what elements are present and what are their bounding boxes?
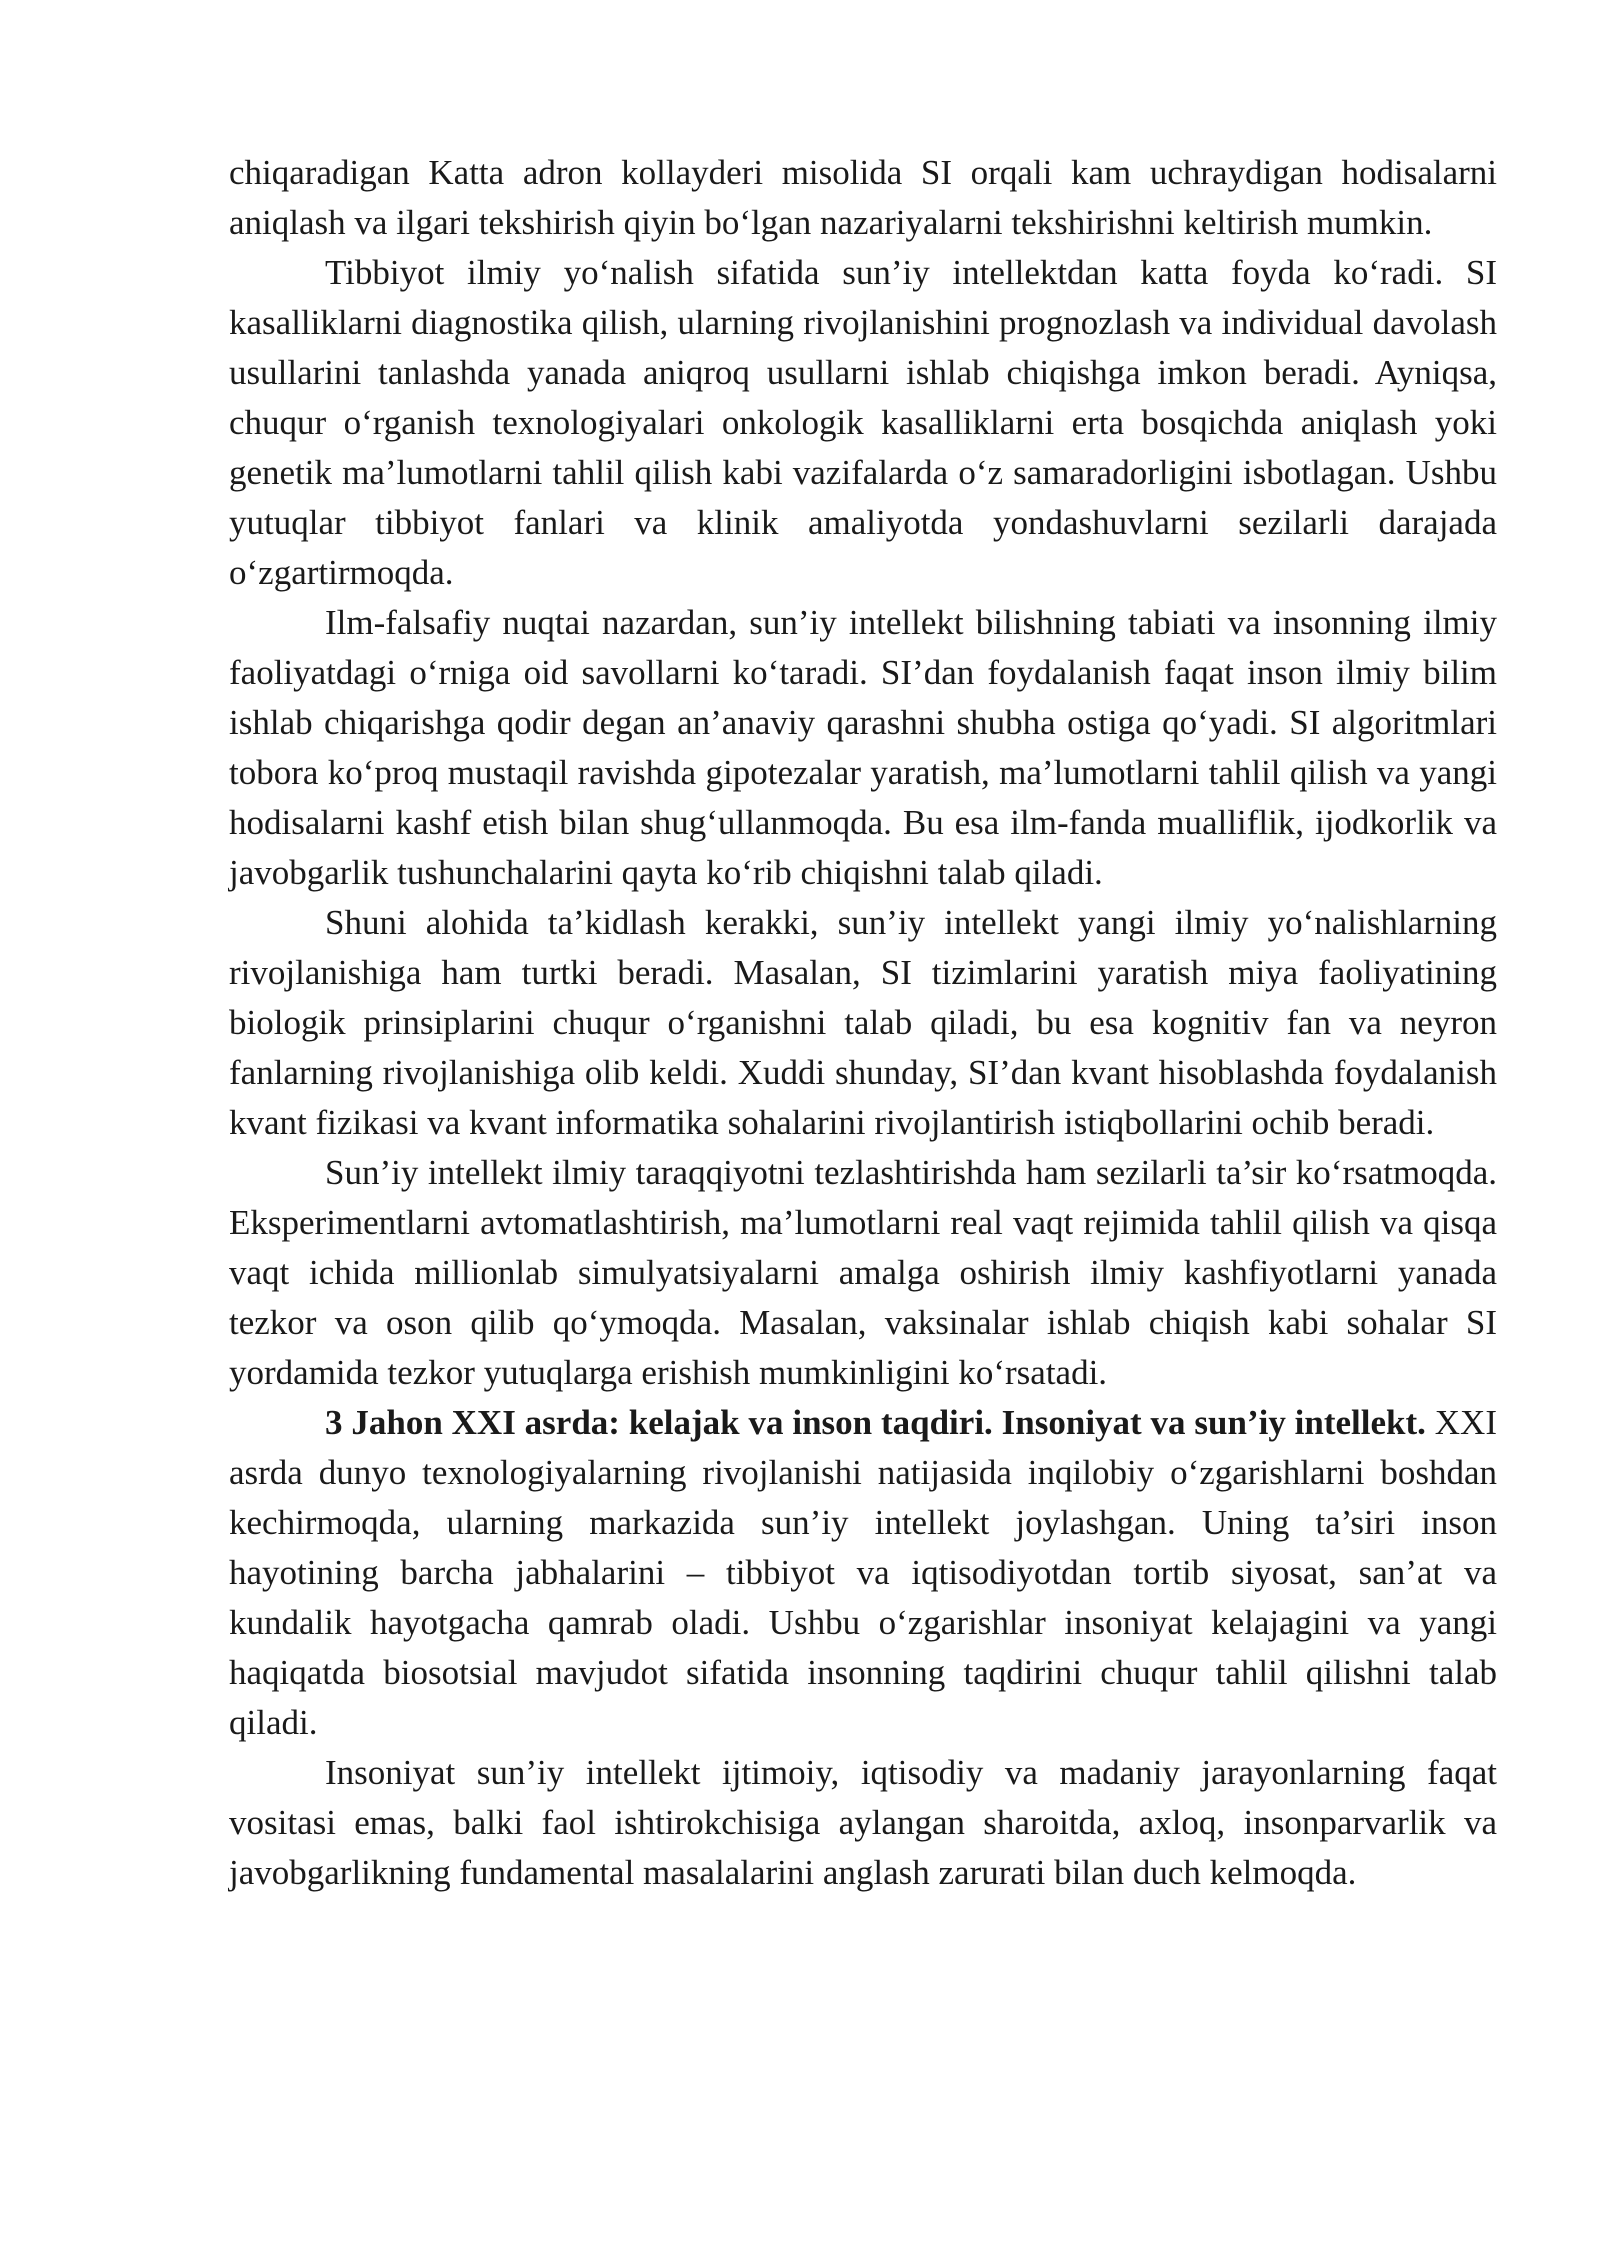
section-heading: 3 Jahon XXI asrda: kelajak va inson taqdiri. Insoniyat va sun’iy intellekt. <box>325 1403 1426 1442</box>
section-paragraph-text: XXI asrda dunyo texnologiyalarning rivojlanishi natijasida inqilobiy o‘zgarishlarni boshdan kechirmoqda, ularning markazida sun’iy intellekt joylashgan. Uning ta’siri inson hayotining barcha jabhalarini – tibbiyot va iqtisodiyotdan tortib siyosat, san’at va kundalik hayotgacha qamrab oladi. Ushbu o‘zgarishlar insoniyat kelajagini va yangi haqiqatda biosotsial mavjudot sifatida insonning taqdirini chuqur tahlil qilishni talab qiladi. <box>229 1403 1497 1742</box>
paragraph-1 <box>229 148 1497 248</box>
paragraph-1-text: chiqaradigan Katta adron kollayderi misolida SI orqali kam uchraydigan hodisalarni aniqlash va ilgari tekshirish qiyin bo‘lgan nazariyalarni tekshirishni keltirish mumkin. <box>229 153 1497 242</box>
paragraph-5 <box>229 1148 1497 1398</box>
document-page <box>229 148 1497 1898</box>
paragraph-7 <box>229 1748 1497 1898</box>
paragraph-7-text: Insoniyat sun’iy intellekt ijtimoiy, iqtisodiy va madaniy jarayonlarning faqat vositasi emas, balki faol ishtirokchisiga aylangan sharoitda, axloq, insonparvarlik va javobgarlikning fundamental masalalarini anglash zarurati bilan duch kelmoqda. <box>229 1753 1497 1892</box>
paragraph-4-text: Shuni alohida ta’kidlash kerakki, sun’iy intellekt yangi ilmiy yo‘nalishlarning rivojlanishiga ham turtki beradi. Masalan, SI tizimlarini yaratish miya faoliyatining biologik prinsiplarini chuqur o‘rganishni talab qiladi, bu esa kognitiv fan va neyron fanlarning rivojlanishiga olib keldi. Xuddi shunday, SI’dan kvant hisoblashda foydalanish kvant fizikasi va kvant informatika sohalarini rivojlantirish istiqbollarini ochib beradi. <box>229 903 1497 1142</box>
section-paragraph <box>229 1398 1497 1748</box>
paragraph-3 <box>229 598 1497 898</box>
paragraph-2-text: Tibbiyot ilmiy yo‘nalish sifatida sun’iy intellektdan katta foyda ko‘radi. SI kasalliklarni diagnostika qilish, ularning rivojlanishini prognozlash va individual davolash usullarini tanlashda yanada aniqroq usullarni ishlab chiqishga imkon beradi. Ayniqsa, chuqur o‘rganish texnologiyalari onkologik kasalliklarni erta bosqichda aniqlash yoki genetik ma’lumotlarni tahlil qilish kabi vazifalarda o‘z samaradorligini isbotlagan. Ushbu yutuqlar tibbiyot fanlari va klinik amaliyotda yondashuvlarni sezilarli darajada o‘zgartirmoqda. <box>229 253 1497 592</box>
paragraph-5-text: Sun’iy intellekt ilmiy taraqqiyotni tezlashtirishda ham sezilarli ta’sir ko‘rsatmoqda. Eksperimentlarni avtomatlashtirish, ma’lumotlarni real vaqt rejimida tahlil qilish va qisqa vaqt ichida millionlab simulyatsiyalarni amalga oshirish ilmiy kashfiyotlarni yanada tezkor va oson qilib qo‘ymoqda. Masalan, vaksinalar ishlab chiqish kabi sohalar SI yordamida tezkor yutuqlarga erishish mumkinligini ko‘rsatadi. <box>229 1153 1497 1392</box>
paragraph-3-text: Ilm-falsafiy nuqtai nazardan, sun’iy intellekt bilishning tabiati va insonning ilmiy faoliyatdagi o‘rniga oid savollarni ko‘taradi. SI’dan foydalanish faqat inson ilmiy bilim ishlab chiqarishga qodir degan an’anaviy qarashni shubha ostiga qo‘yadi. SI algoritmlari tobora ko‘proq mustaqil ravishda gipotezalar yaratish, ma’lumotlarni tahlil qilish va yangi hodisalarni kashf etish bilan shug‘ullanmoqda. Bu esa ilm-fanda mualliflik, ijodkorlik va javobgarlik tushunchalarini qayta ko‘rib chiqishni talab qiladi. <box>229 603 1497 892</box>
paragraph-4 <box>229 898 1497 1148</box>
paragraph-2 <box>229 248 1497 598</box>
